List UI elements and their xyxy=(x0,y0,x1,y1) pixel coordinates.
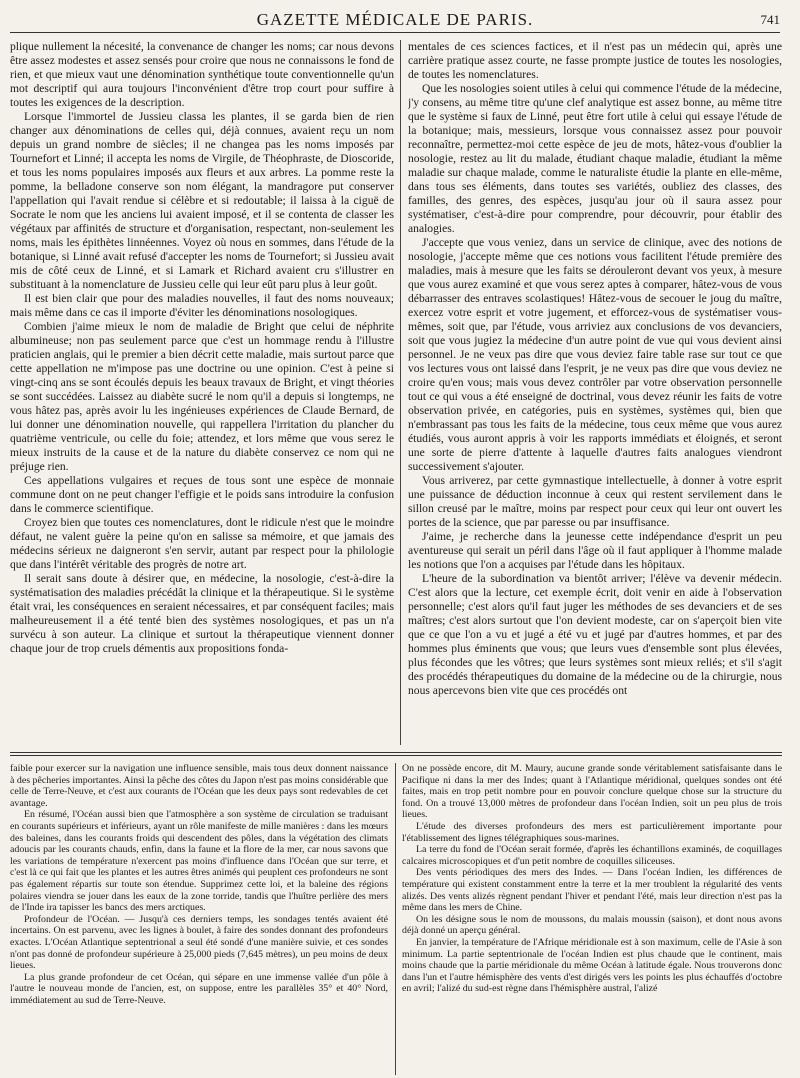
paragraph: J'aime, je recherche dans la jeunesse cette indépendance d'esprit un peu aventureuse qui serait un péril dans l'âge où il faut appliquer à l'homme malade les notions que l'on a acquises par l'étude dans les hôpitaux. xyxy=(408,530,782,571)
section-divider xyxy=(10,755,782,756)
page-header xyxy=(10,10,780,33)
paragraph: J'accepte que vous veniez, dans un service de clinique, avec des notions de nosologie, j'accepte même que ces notions vous facilitent l'étude première des maladies, mais à mesure que les faits se dérouleront devant vos yeux, à mesure que vous aurez examiné et que vous serez aptes à comparer, hâtez-vous de vous débarrasser des entraves scolastiques! Hâtez-vous de secouer le joug du maître, exercez votre esprit et votre jugement, et efforcez-vous de systématiser vous-mêmes, soit que, par l'étude, vous arriviez aux conclusions de vos devanciers, soit que vous jugiez la médecine d'un autre point de vue qui vous devient ainsi personnel. Je ne veux pas dire que vous deviez faire table rase sur tout ce que vos lectures vous ont laissé dans l'esprit, je ne veux pas dire que vous deviez ne croire qu'en vous; mais vous devez contrôler par votre observation personnelle tout ce qui vous a été enseigné de doctrinal, vous devez réunir les faits de votre observation privée, en catégories, puis en systèmes, systèmes qui, bien que n'embrassant pas tous les faits de la médecine, tous ceux même que vous aurez étudiés, vous auront appris à voir les rapports immédiats et éloignés, et seront une sorte de pierre d'attente à laquelle d'autres faits analogues viendront successivement s'ajouter. xyxy=(408,236,782,473)
paragraph: faible pour exercer sur la navigation une influence sensible, mais tous deux donnent naissance à des pêcheries importantes. Ainsi la pêche des côtes du Japon n'est pas moins considérable que celle de Terre-Neuve, et c'est aux courants de l'Océan que les deux pays sont redevables de cet avantage. xyxy=(10,763,388,809)
lower-right-column xyxy=(402,763,782,1075)
running-title: GAZETTE MÉDICALE DE PARIS. xyxy=(256,10,534,29)
paragraph: Des vents périodiques des mers des Indes. — Dans l'océan Indien, les différences de température qui existent constamment entre la terre et la mer troublent la régularité des vents alizés. Des vents alizés règnent pendant l'hiver et pendant l'été, mais leur direction n'est pas la même dans les mers de Chine. xyxy=(402,867,782,914)
column-divider xyxy=(395,763,396,1075)
paragraph: On les désigne sous le nom de moussons, du malais moussin (saison), et dont nous avons déjà donné un aperçu général. xyxy=(402,913,782,937)
paragraph: Combien j'aime mieux le nom de maladie de Bright que celui de néphrite albumineuse; non pas seulement parce que c'est un hommage rendu à l'illustre praticien anglais, qui le premier a bien décrit cette maladie, mais surtout parce que cette appellation ne m'impose pas une doctrine ou une opinion. C'est à peine si vingt-cinq ans se sont écoulés depuis les beaux travaux de Bright, et vingt théories se sont succédées. Laissez au diabète sucré le nom qu'il a depuis si longtemps, ne vous hâtez pas, après avoir lu les ingénieuses expériences de Claude Bernard, de lui donner une dénomination nouvelle, qui rappellera l'irritation du plancher du quatrième ventricule, ou celle du foie; attendez, et lors même que vous serez le mieux instruits de la cause et de la nature du diabète conservez ce nom qui ne préjuge rien. xyxy=(10,320,394,473)
paragraph: En résumé, l'Océan aussi bien que l'atmosphère a son système de circulation se traduisant en courants supérieurs et inférieurs, ayant un rôle manifeste de mille manières : dans les mœurs des baleines, dans les courants froids qui descendent des pôles, dans la végétation des climats adoucis par les courants chauds, enfin, dans la faune et la flore de la mer, car nous savons que les variations de température n'exercent pas moins d'influence dans l'Océan que sur terre, et c'est là ce qui fait que les plantes et les autres êtres animés qui peuplent ces profondeurs ne sont pas également répartis sur toute son étendue. Supprimez cette loi, et la baleine des régions polaires viendra se jouer dans les eaux de la zone torride, tandis que l'huître perlière des mers de l'Inde ira tapisser les bancs des mers arctiques. xyxy=(10,809,388,914)
upper-right-column xyxy=(408,40,782,745)
paragraph: Que les nosologies soient utiles à celui qui commence l'étude de la médecine, j'y consens, au même titre qu'une clef analytique est assez bonne, au même titre que le système si faux de Linné, peut être fort utile à celui qui essaye l'étude de la botanique; mais, messieurs, lorsque vous connaissez assez pour pouvoir reconnaître, permettez-moi cette espèce de jeu de mots, hâtez-vous d'oublier la nosologie, restez au lit du malade, étudiant chaque maladie, étudiant la même maladie sur chaque malade, comme le naturaliste étudie la plante en elle-même, dans tous ses éléments, dans toutes ses variétés, oubliez des classes, des familles, des genres, des espèces, jusqu'au jour où il saura assez pour systématiser, c'est-à-dire pour comprendre, pour découvrir, pour établir des analogies. xyxy=(408,82,782,235)
paragraph: mentales de ces sciences factices, et il n'est pas un médecin qui, après une carrière pratique assez courte, ne fasse prompte justice de toutes les nosologies, de toutes les nomenclatures. xyxy=(408,40,782,81)
paragraph: Ces appellations vulgaires et reçues de tous sont une espèce de monnaie commune dont on ne peut changer l'effigie et le poids sans introduire la confusion dans le commerce scientifique. xyxy=(10,474,394,515)
column-divider xyxy=(400,40,401,745)
paragraph: La plus grande profondeur de cet Océan, qui sépare en une immense vallée d'un pôle à l'autre le nouveau monde de l'ancien, est, on suppose, entre les parallèles 35° et 40° Nord, immédiatement au sud de Terre-Neuve. xyxy=(10,971,388,1006)
paragraph: Croyez bien que toutes ces nomenclatures, dont le ridicule n'est que le moindre défaut, ne valent guère la peine qu'on en salisse sa mémoire, et que jamais des médecins sérieux ne daigneront s'en servir, autant par respect pour la philologie que dans l'intérêt véritable des progrès de notre art. xyxy=(10,516,394,571)
paragraph: Lorsque l'immortel de Jussieu classa les plantes, il se garda bien de rien changer aux dénominations de celles qui, déjà connues, avaient reçu un nom depuis un grand nombre de siècles; il ne changea pas les noms imposés par Tournefort et Linné; il accepta les noms de Virgile, de Théophraste, de Dioscoride, et tous les noms populaires imposés aux fleurs et aux arbres. La pomme reste la pomme, la belladone conserve son nom élégant, la mandragore put conserver l'appellation qui l'avait rendue si célèbre et si redoutable; il laissa à la ciguë de Socrate le nom que les anciens lui avaient imposé, et il se contenta de classer les végétaux par affinités de structure et d'organisation, respectant, non-seulement les noms, mais les épithètes linnéennes. Voyez où nous en sommes, dans l'étude de la botanique, si Linné avait refusé d'accepter les noms de Tournefort; si Jussieu avait mis de côté ceux de Linné, et si Lamark et Richard avaient cru s'illustrer en substituant à la nomenclature de Jussieu celle qui leur eût paru plus à leur goût. xyxy=(10,110,394,291)
paragraph: La terre du fond de l'Océan serait formée, d'après les échantillons examinés, de coquillages calcaires microscopiques et d'un petit nombre de coquilles siliceuses. xyxy=(402,844,782,867)
paragraph: Profondeur de l'Océan. — Jusqu'à ces derniers temps, les sondages tentés avaient été incertains. On est parvenu, avec les lignes à boulet, à faire des sondes donnant des profondeurs exactes. L'Océan Atlantique septentrional a seul été sondé d'une manière suivie, et ces sondes n'ont pas donné de profondeur supérieure à 25,000 pieds (7,645 mètres), un peu moins de deux lieues. xyxy=(10,913,388,972)
paragraph: Il est bien clair que pour des maladies nouvelles, il faut des noms nouveaux; mais même dans ce cas il importe d'éviter les dénominations nosologiques. xyxy=(10,292,394,319)
paragraph: L'heure de la subordination va bientôt arriver; l'élève va devenir médecin. C'est alors que la lecture, cet exemple écrit, doit venir en aide à l'observation personnelle; c'est alors qu'il faut juger les méthodes de ses devanciers et de ses maîtres; c'est alors surtout que l'on devient modeste, car on s'aperçoit bien vite que ce que l'on a vu et jugé a été vu et jugé par d'autres hommes, et par des hommes plus éminents que vous; que leurs vues d'ensemble sont plus élevées, plus fécondes que les vôtres; que leurs systèmes sont mieux reliés; et s'il s'agit des procédés thérapeutiques du domaine de la médecine ou de la chirurgie, nous nous apercevons bien vite que ces procédés ont xyxy=(408,572,782,697)
page-number: 741 xyxy=(760,12,780,27)
paragraph: L'étude des diverses profondeurs des mers est particulièrement importante pour l'établissement des lignes télégraphiques sous-marines. xyxy=(402,820,782,844)
paragraph: Vous arriverez, par cette gymnastique intellectuelle, à donner à votre esprit une puissance de déduction inconnue à ceux qui restent servilement dans le sillon creusé par le maître, moins par respect pour ceux qui leur ont ouvert les portes de la science, que par paresse ou par insuffisance. xyxy=(408,474,782,529)
paragraph: plique nullement la nécesité, la convenance de changer les noms; car nous devons être assez modestes et assez sensés pour croire que nous ne connaissons le fond de rien, et que mieux vaut une dénomination synthétique toute conventionnelle qu'un mot descriptif qui aura toujours l'inconvénient d'être trop court pour suffire à toutes les exigences de la description. xyxy=(10,40,394,109)
paragraph: En janvier, la température de l'Afrique méridionale est à son maximum, celle de l'Asie à son minimum. La partie septentrionale de l'océan Indien est plus chaude que le continent, mais moins chaude que la partie méridionale du même Océan à latitude égale. Nous trouverons donc dans l'un et l'autre hémisphère des vents d'est dirigés vers les points les plus échauffés d'octobre en avril; l'alizé du sud-est règne dans l'hémisphère austral, l'alizé xyxy=(402,936,782,995)
lower-left-column xyxy=(10,763,388,1075)
upper-left-column xyxy=(10,40,394,745)
paragraph: On ne possède encore, dit M. Maury, aucune grande sonde véritablement satisfaisante dans le Pacifique ni dans la mer des Indes; quant à l'Atlantique méridional, quelques sondes ont été faites, mais en trop petit nombre pour en pouvoir conclure quelque chose sur la structure du fond. On a trouvé 13,000 mètres de profondeur dans l'océan Indien, soit un peu plus de trois lieues. xyxy=(402,763,782,821)
paragraph: Il serait sans doute à désirer que, en médecine, la nosologie, c'est-à-dire la systématisation des maladies précédât la clinique et la thérapeutique. Si le système était vrai, les conséquences en seraient nécessaires, et par conséquent faciles; mais malheureusement il a été tenté bien des systèmes nosologiques, et pas un n'a survécu à son auteur. La clinique et surtout la thérapeutique viennent donner chaque jour de trop cruels démentis aux propositions fonda- xyxy=(10,572,394,655)
section-divider xyxy=(10,752,782,753)
